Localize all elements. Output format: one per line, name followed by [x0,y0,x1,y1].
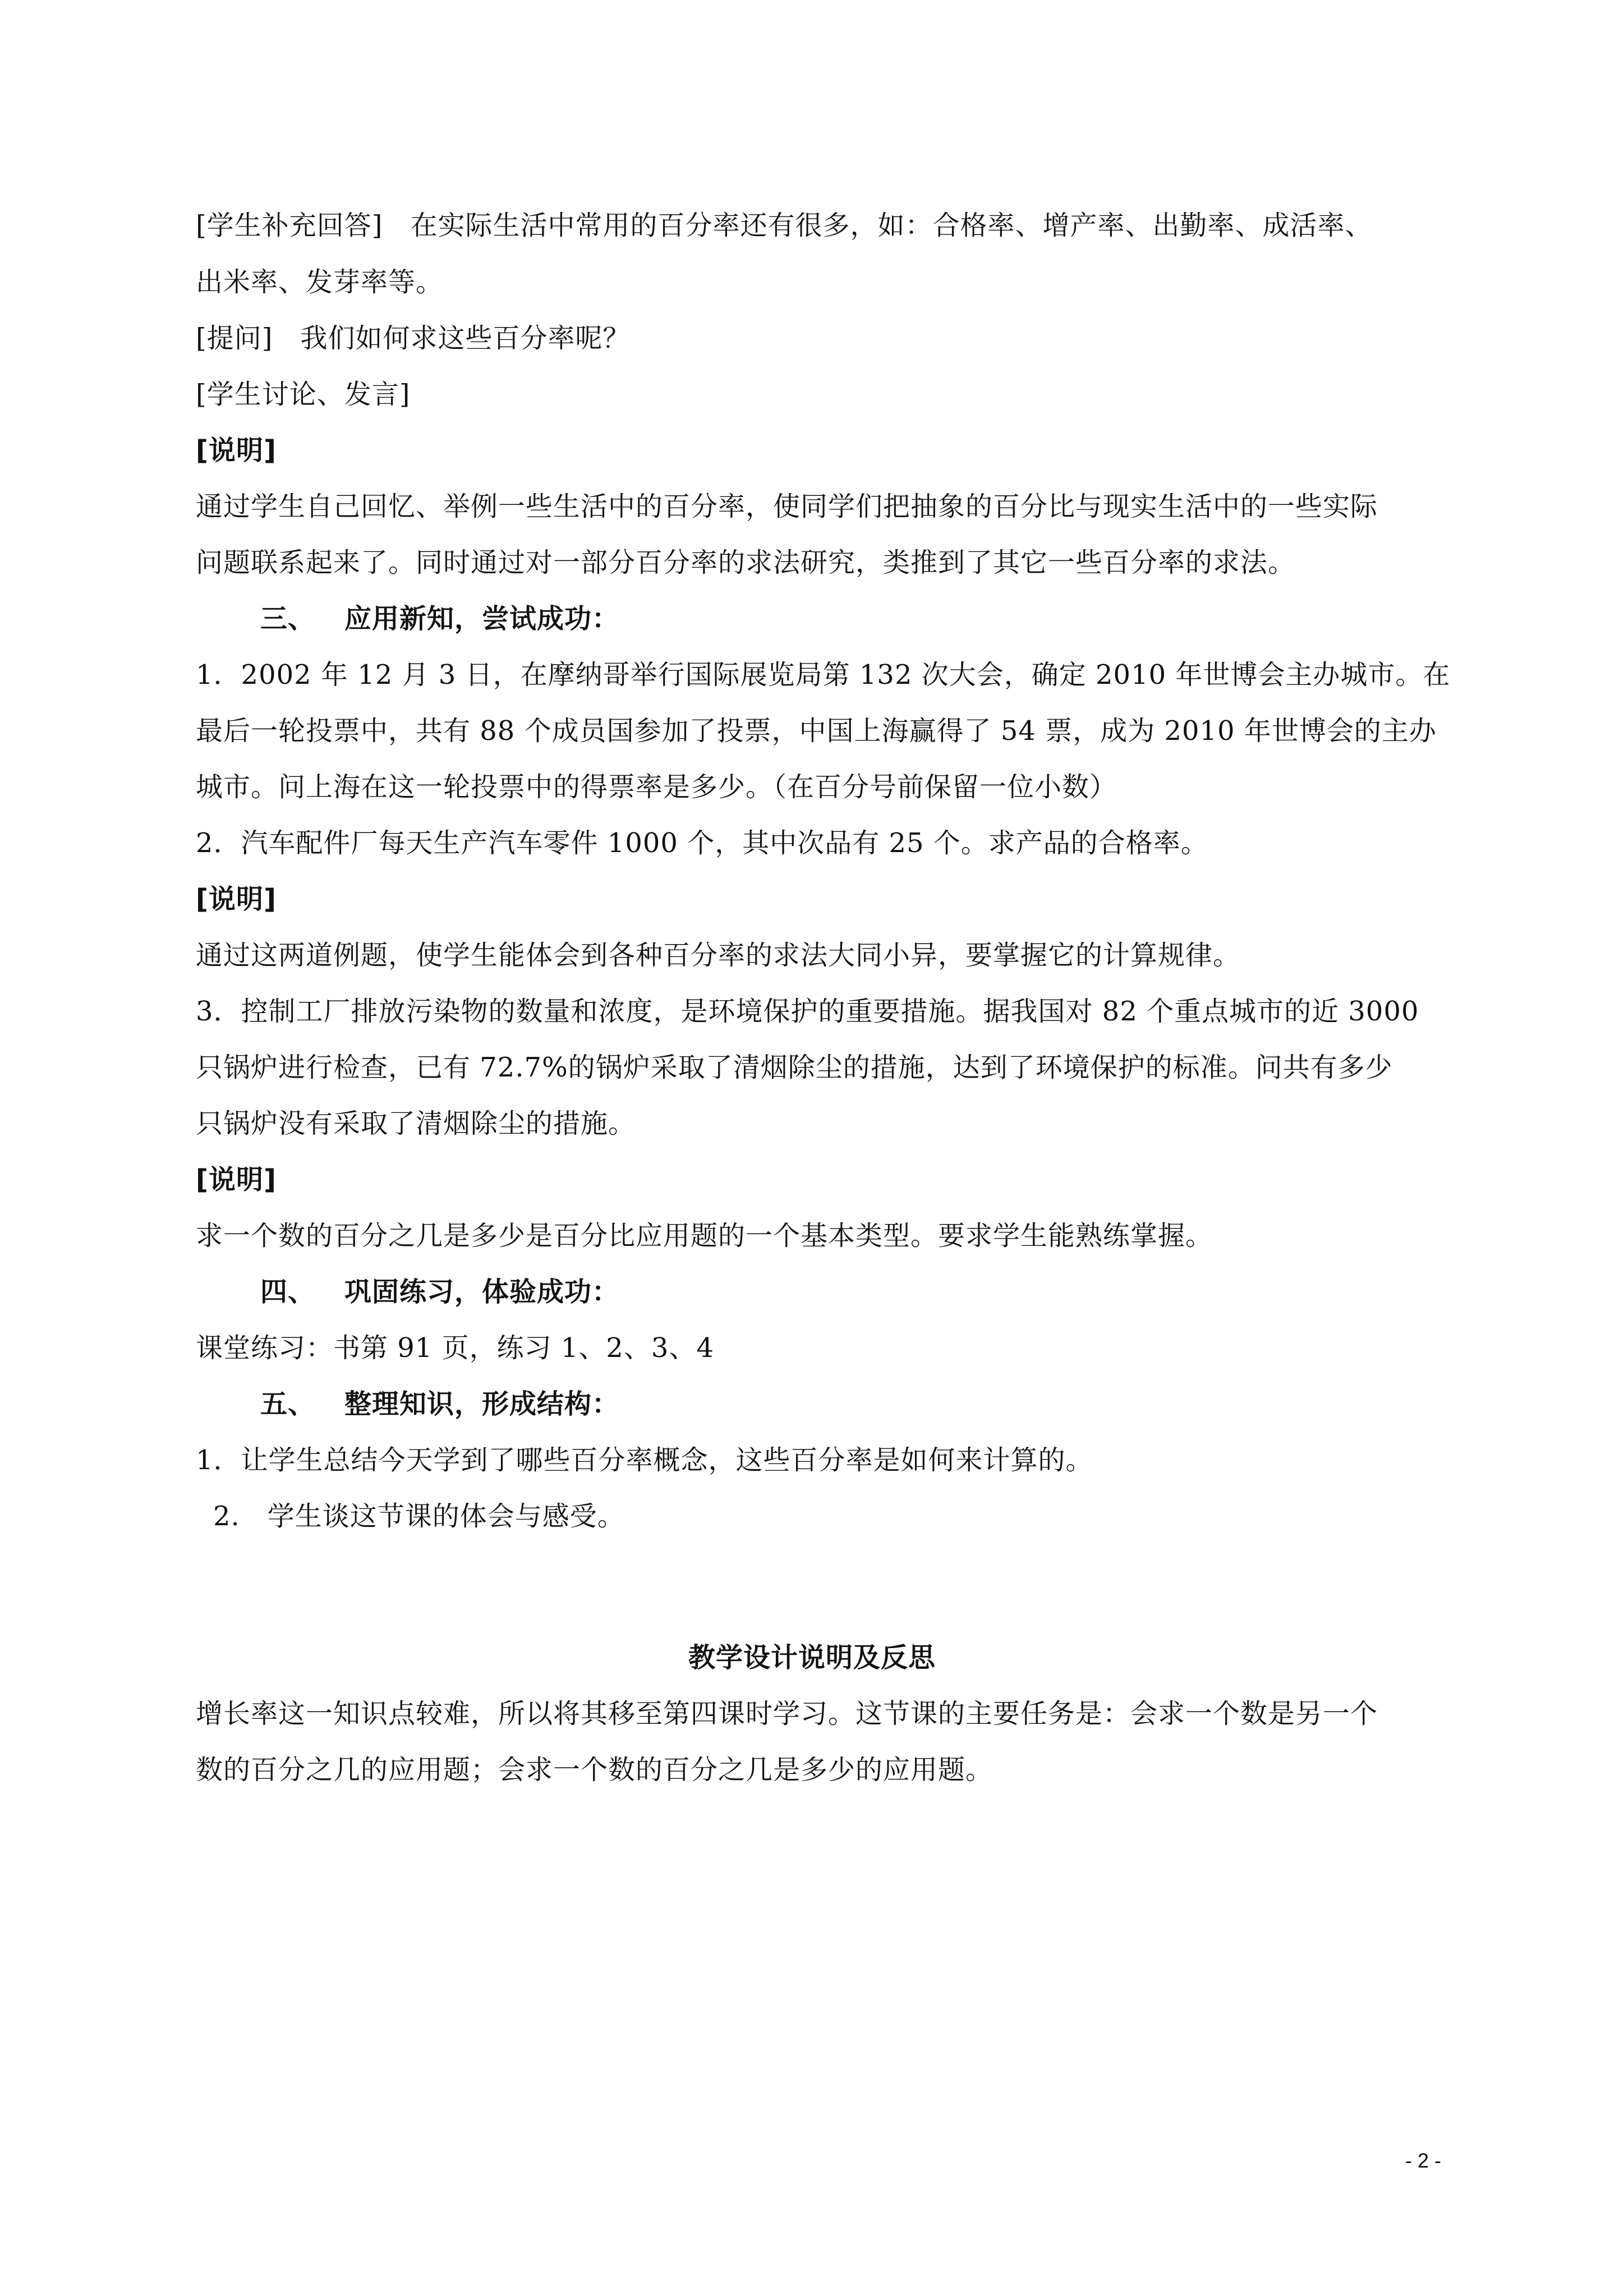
exercise-line: 最后一轮投票中，共有 88 个成员国参加了投票，中国上海赢得了 54 票，成为 2010 年世博会的主办 [196,715,1437,747]
exercise-line: 1．2002 年 12 月 3 日，在摩纳哥举行国际展览局第 132 次大会，确定 2010 年世博会主办城市。在 [196,659,1451,691]
paragraph-line: [学生讨论、发言] [196,379,411,410]
paragraph-line: 增长率这一知识点较难，所以将其移至第四课时学习。这节课的主要任务是：会求一个数是另一个 [196,1698,1378,1729]
section-title: 整理知识，形成结构： [344,1388,620,1420]
list-item: 1．让学生总结今天学到了哪些百分率概念，这些百分率是如何来计算的。 [196,1444,1093,1476]
paragraph-line: 课堂练习：书第 91 页，练习 1、2、3、4 [196,1332,715,1364]
paragraph-line: [学生补充回答] 在实际生活中常用的百分率还有很多，如：合格率、增产率、出勤率、成活率、 [196,210,1373,241]
exercise-line: 3．控制工厂排放污染物的数量和浓度，是环境保护的重要措施。据我国对 82 个重点城市的近 3000 [196,996,1419,1027]
question-line: [提问] 我们如何求这些百分率呢？ [196,323,631,354]
note-label: [说明] [196,435,277,466]
section-heading-reflection: 教学设计说明及反思 [688,1642,936,1673]
paragraph-line: 数的百分之几的应用题；会求一个数的百分之几是多少的应用题。 [196,1754,993,1786]
paragraph-line: 通过这两道例题，使学生能体会到各种百分率的求法大同小异，要掌握它的计算规律。 [196,940,1241,971]
section-number: 四、 [260,1276,316,1308]
note-label: [说明] [196,884,277,915]
list-item: 2. 学生谈这节课的体会与感受。 [213,1501,625,1532]
note-label: [说明] [196,1164,277,1195]
section-heading-5 [260,1387,1511,1421]
section-title: 巩固练习，体验成功： [344,1276,620,1308]
exercise-line: 只锅炉没有采取了清烟除尘的措施。 [196,1108,636,1139]
section-heading-4 [260,1275,1511,1309]
paragraph-line: 出米率、发芽率等。 [196,266,444,298]
paragraph-line: 问题联系起来了。同时通过对一部分百分率的求法研究，类推到了其它一些百分率的求法。 [196,547,1296,578]
section-number: 三、 [260,603,316,634]
paragraph-line: 通过学生自己回忆、举例一些生活中的百分率，使同学们把抽象的百分比与现实生活中的一些实际 [196,491,1378,522]
paragraph-line: 求一个数的百分之几是多少是百分比应用题的一个基本类型。要求学生能熟练掌握。 [196,1220,1213,1251]
exercise-line: 城市。问上海在这一轮投票中的得票率是多少。（在百分号前保留一位小数） [196,771,1117,803]
section-number: 五、 [260,1388,316,1420]
page-number: - 2 - [1405,2149,1441,2172]
exercise-line: 只锅炉进行检查，已有 72.7%的锅炉采取了清烟除尘的措施，达到了环境保护的标准。问共有多少 [196,1052,1393,1083]
section-title: 应用新知，尝试成功： [344,603,620,634]
section-heading-3 [260,602,1511,636]
exercise-line: 2．汽车配件厂每天生产汽车零件 1000 个，其中次品有 25 个。求产品的合格率。 [196,827,1208,859]
